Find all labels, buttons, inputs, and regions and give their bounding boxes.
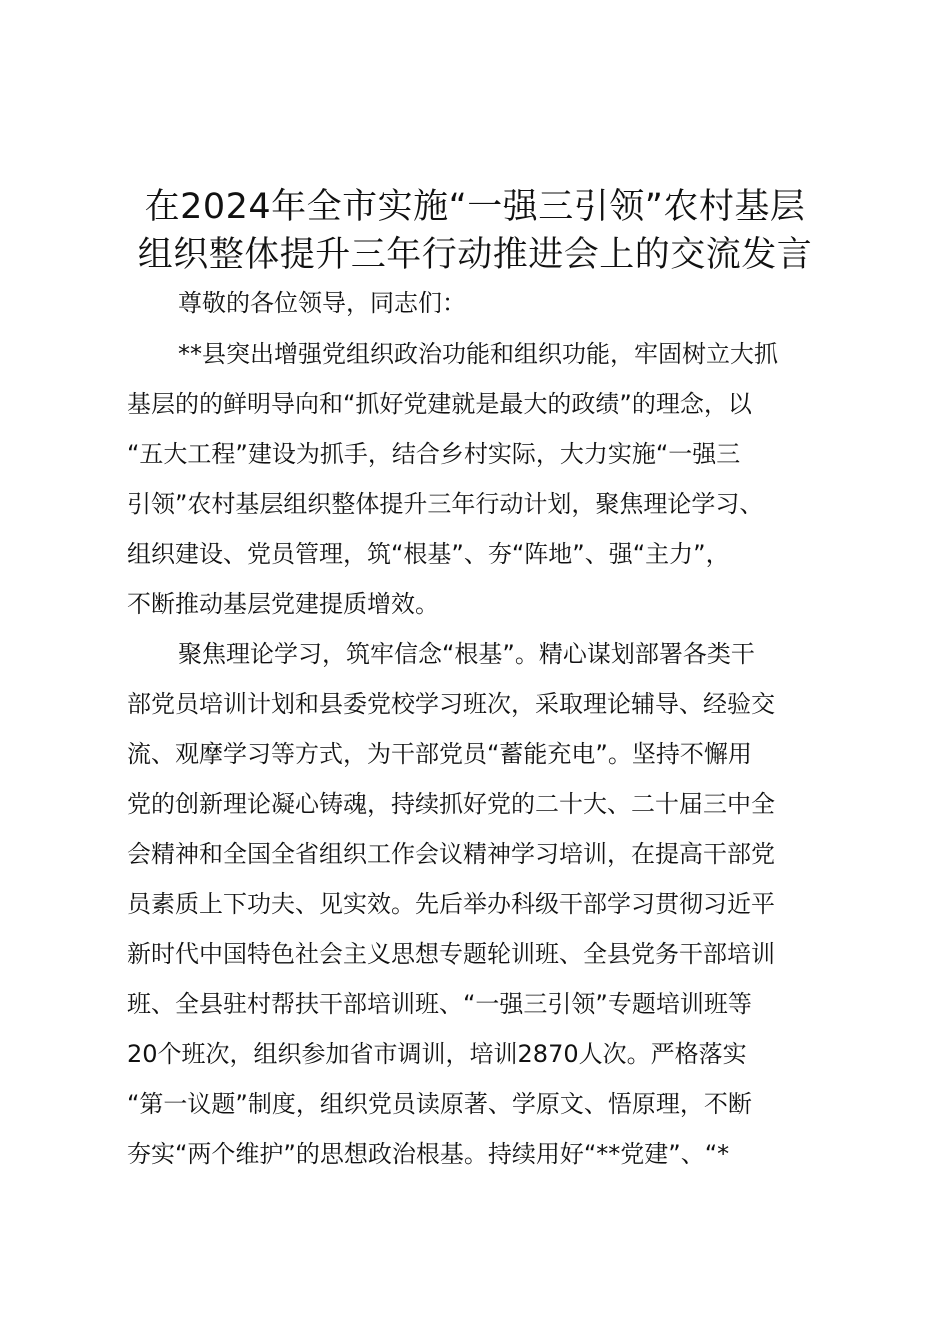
body-line: “五大工程”建设为抓手，结合乡村实际，大力实施“一强三 bbox=[127, 440, 741, 468]
body-line: 流、观摩学习等方式，为干部党员“蓄能充电”。坚持不懈用 bbox=[127, 740, 752, 768]
body-line: 班、全县驻村帮扶干部培训班、“一强三引领”专题培训班等 bbox=[127, 990, 752, 1018]
document-title-line-1: 在2024年全市实施“一强三引领”农村基层 bbox=[144, 187, 806, 227]
body-line: 部党员培训计划和县委党校学习班次，采取理论辅导、经验交 bbox=[127, 690, 775, 718]
body-line: 不断推动基层党建提质增效。 bbox=[127, 590, 439, 618]
body-line: 聚焦理论学习，筑牢信念“根基”。精心谋划部署各类干 bbox=[178, 640, 755, 668]
salutation: 尊敬的各位领导，同志们： bbox=[178, 289, 466, 317]
body-line: **县突出增强党组织政治功能和组织功能，牢固树立大抓 bbox=[178, 340, 778, 368]
body-line: 新时代中国特色社会主义思想专题轮训班、全县党务干部培训 bbox=[127, 940, 775, 968]
body-line: “第一议题”制度，组织党员读原著、学原文、悟原理，不断 bbox=[127, 1090, 752, 1118]
body-line: 基层的的鲜明导向和“抓好党建就是最大的政绩”的理念，以 bbox=[127, 390, 752, 418]
body-line: 夯实“两个维护”的思想政治根基。持续用好“**党建”、“* bbox=[127, 1140, 730, 1168]
document-title-line-2: 组织整体提升三年行动推进会上的交流发言 bbox=[137, 235, 813, 275]
body-line: 组织建设、党员管理，筑“根基”、夯“阵地”、强“主力”， bbox=[127, 540, 730, 568]
body-line: 会精神和全国全省组织工作会议精神学习培训，在提高干部党 bbox=[127, 840, 775, 868]
body-line: 引领”农村基层组织整体提升三年行动计划，聚焦理论学习、 bbox=[127, 490, 764, 518]
body-line: 党的创新理论凝心铸魂，持续抓好党的二十大、二十届三中全 bbox=[127, 790, 775, 818]
body-line: 20个班次，组织参加省市调训，培训2870人次。严格落实 bbox=[127, 1040, 747, 1068]
body-line: 员素质上下功夫、见实效。先后举办科级干部学习贯彻习近平 bbox=[127, 890, 775, 918]
